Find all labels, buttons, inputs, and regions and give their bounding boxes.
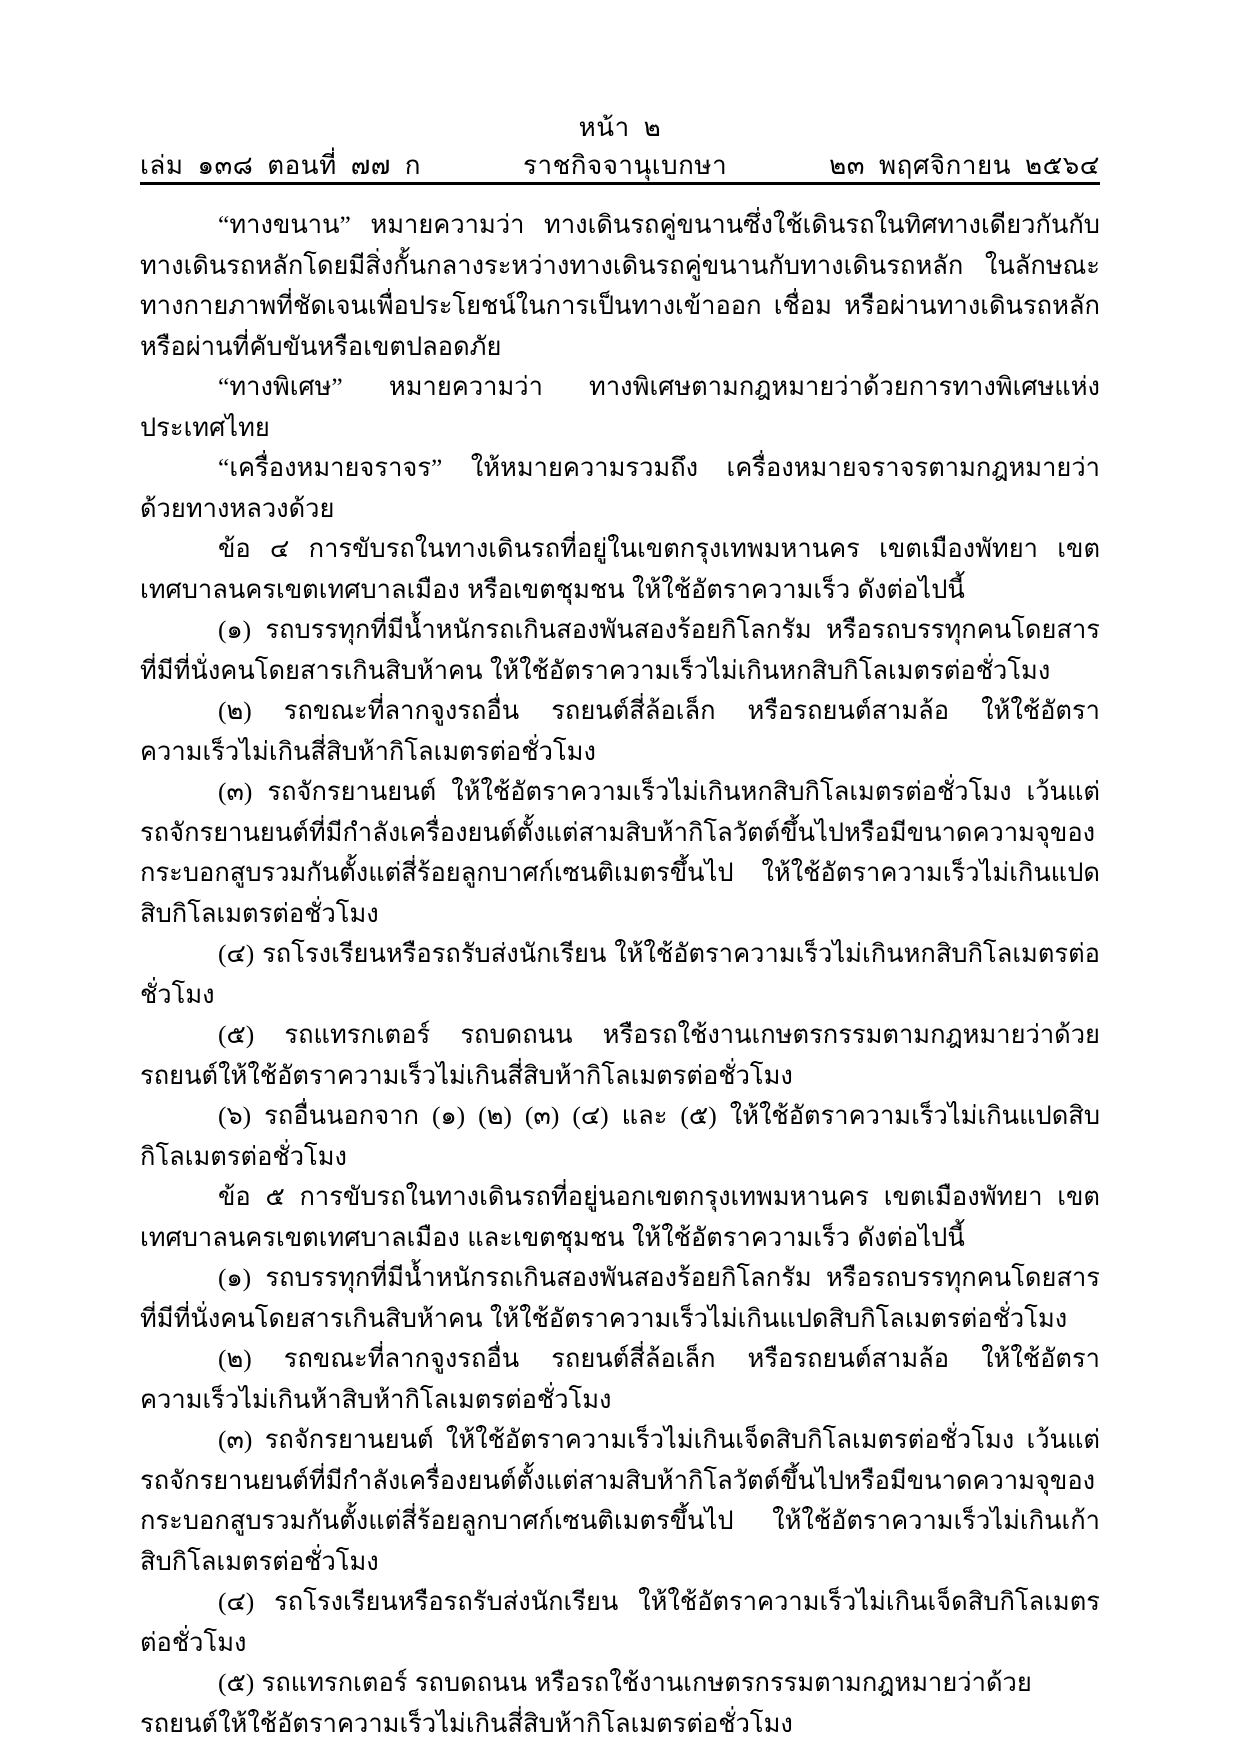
paragraph-section-4-clause-6: (๖) รถอื่นนอกจาก (๑) (๒) (๓) (๔) และ (๕) ให้ใช้อัตราความเร็วไม่เกินแปดสิบกิโลเมตรต่อชั่วโมง bbox=[140, 1101, 1100, 1171]
document-body bbox=[140, 205, 1100, 1744]
header-row bbox=[140, 149, 1100, 183]
page-header bbox=[140, 112, 1100, 182]
volume-issue-label: เล่ม ๑๓๘ ตอนที่ ๗๗ ก bbox=[140, 150, 422, 180]
gazette-title: ราชกิจจานุเบกษา bbox=[523, 150, 728, 180]
paragraph-definition-thang-phiset: “ทางพิเศษ” หมายความว่า ทางพิเศษตามกฎหมายว่าด้วยการทางพิเศษแห่งประเทศไทย bbox=[140, 372, 1100, 442]
paragraph-definition-traffic-sign: “เครื่องหมายจราจร” ให้หมายความรวมถึง เครื่องหมายจราจรตามกฎหมายว่าด้วยทางหลวงด้วย bbox=[140, 453, 1100, 523]
paragraph-section-4-clause-3: (๓) รถจักรยานยนต์ ให้ใช้อัตราความเร็วไม่เกินหกสิบกิโลเมตรต่อชั่วโมง เว้นแต่รถจักรยานยนต์ที่มีกำลังเครื่องยนต์ตั้งแต่สามสิบห้ากิโลวัตต์ขึ้นไปหรือมีขนาดความจุของกระบอกสูบรวมกันตั้งแต่สี่ร้อยลูกบาศก์เซนติเมตรขึ้นไป ให้ใช้อัตราความเร็วไม่เกินแปดสิบกิโลเมตรต่อชั่วโมง bbox=[140, 777, 1100, 928]
paragraph-section-5-clause-1: (๑) รถบรรทุกที่มีน้ำหนักรถเกินสองพันสองร้อยกิโลกรัม หรือรถบรรทุกคนโดยสารที่มีที่นั่งคนโดยสารเกินสิบห้าคน ให้ใช้อัตราความเร็วไม่เกินแปดสิบกิโลเมตรต่อชั่วโมง bbox=[140, 1263, 1100, 1333]
paragraph-section-4-heading: ข้อ ๔ การขับรถในทางเดินรถที่อยู่ในเขตกรุงเทพมหานคร เขตเมืองพัทยา เขตเทศบาลนครเขตเทศบาลเมือง หรือเขตชุมชน ให้ใช้อัตราความเร็ว ดังต่อไปนี้ bbox=[140, 534, 1100, 604]
paragraph-definition-thang-khanan: “ทางขนาน” หมายความว่า ทางเดินรถคู่ขนานซึ่งใช้เดินรถในทิศทางเดียวกันกับทางเดินรถหลักโดยมีสิ่งกั้นกลางระหว่างทางเดินรถคู่ขนานกับทางเดินรถหลัก ในลักษณะทางกายภาพที่ชัดเจนเพื่อประโยชน์ในการเป็นทางเข้าออก เชื่อม หรือผ่านทางเดินรถหลักหรือผ่านที่คับขันหรือเขตปลอดภัย bbox=[140, 210, 1100, 361]
paragraph-section-5-heading: ข้อ ๕ การขับรถในทางเดินรถที่อยู่นอกเขตกรุงเทพมหานคร เขตเมืองพัทยา เขตเทศบาลนครเขตเทศบาลเมือง และเขตชุมชน ให้ใช้อัตราความเร็ว ดังต่อไปนี้ bbox=[140, 1182, 1100, 1252]
paragraph-section-5-clause-4: (๔) รถโรงเรียนหรือรถรับส่งนักเรียน ให้ใช้อัตราความเร็วไม่เกินเจ็ดสิบกิโลเมตรต่อชั่วโมง bbox=[140, 1587, 1100, 1657]
paragraph-section-4-clause-4: (๔) รถโรงเรียนหรือรถรับส่งนักเรียน ให้ใช้อัตราความเร็วไม่เกินหกสิบกิโลเมตรต่อชั่วโมง bbox=[140, 939, 1100, 1009]
page-number-label: หน้า ๒ bbox=[578, 113, 662, 142]
header-divider bbox=[140, 182, 1100, 185]
publication-date: ๒๓ พฤศจิกายน ๒๕๖๔ bbox=[829, 150, 1100, 180]
paragraph-section-4-clause-5: (๕) รถแทรกเตอร์ รถบดถนน หรือรถใช้งานเกษตรกรรมตามกฎหมายว่าด้วยรถยนต์ให้ใช้อัตราความเร็วไม่เกินสี่สิบห้ากิโลเมตรต่อชั่วโมง bbox=[140, 1020, 1100, 1090]
paragraph-section-5-clause-3: (๓) รถจักรยานยนต์ ให้ใช้อัตราความเร็วไม่เกินเจ็ดสิบกิโลเมตรต่อชั่วโมง เว้นแต่รถจักรยานยนต์ที่มีกำลังเครื่องยนต์ตั้งแต่สามสิบห้ากิโลวัตต์ขึ้นไปหรือมีขนาดความจุของกระบอกสูบรวมกันตั้งแต่สี่ร้อยลูกบาศก์เซนติเมตรขึ้นไป ให้ใช้อัตราความเร็วไม่เกินเก้าสิบกิโลเมตรต่อชั่วโมง bbox=[140, 1425, 1100, 1576]
paragraph-section-4-clause-1: (๑) รถบรรทุกที่มีน้ำหนักรถเกินสองพันสองร้อยกิโลกรัม หรือรถบรรทุกคนโดยสารที่มีที่นั่งคนโดยสารเกินสิบห้าคน ให้ใช้อัตราความเร็วไม่เกินหกสิบกิโลเมตรต่อชั่วโมง bbox=[140, 615, 1100, 685]
paragraph-section-4-clause-2: (๒) รถขณะที่ลากจูงรถอื่น รถยนต์สี่ล้อเล็ก หรือรถยนต์สามล้อ ให้ใช้อัตราความเร็วไม่เกินสี่สิบห้ากิโลเมตรต่อชั่วโมง bbox=[140, 696, 1100, 766]
paragraph-section-5-clause-5: (๕) รถแทรกเตอร์ รถบดถนน หรือรถใช้งานเกษตรกรรมตามกฎหมายว่าด้วยรถยนต์ให้ใช้อัตราความเร็วไม่เกินสี่สิบห้ากิโลเมตรต่อชั่วโมง bbox=[140, 1668, 1032, 1738]
paragraph-section-5-clause-2: (๒) รถขณะที่ลากจูงรถอื่น รถยนต์สี่ล้อเล็ก หรือรถยนต์สามล้อ ให้ใช้อัตราความเร็วไม่เกินห้าสิบห้ากิโลเมตรต่อชั่วโมง bbox=[140, 1344, 1100, 1414]
